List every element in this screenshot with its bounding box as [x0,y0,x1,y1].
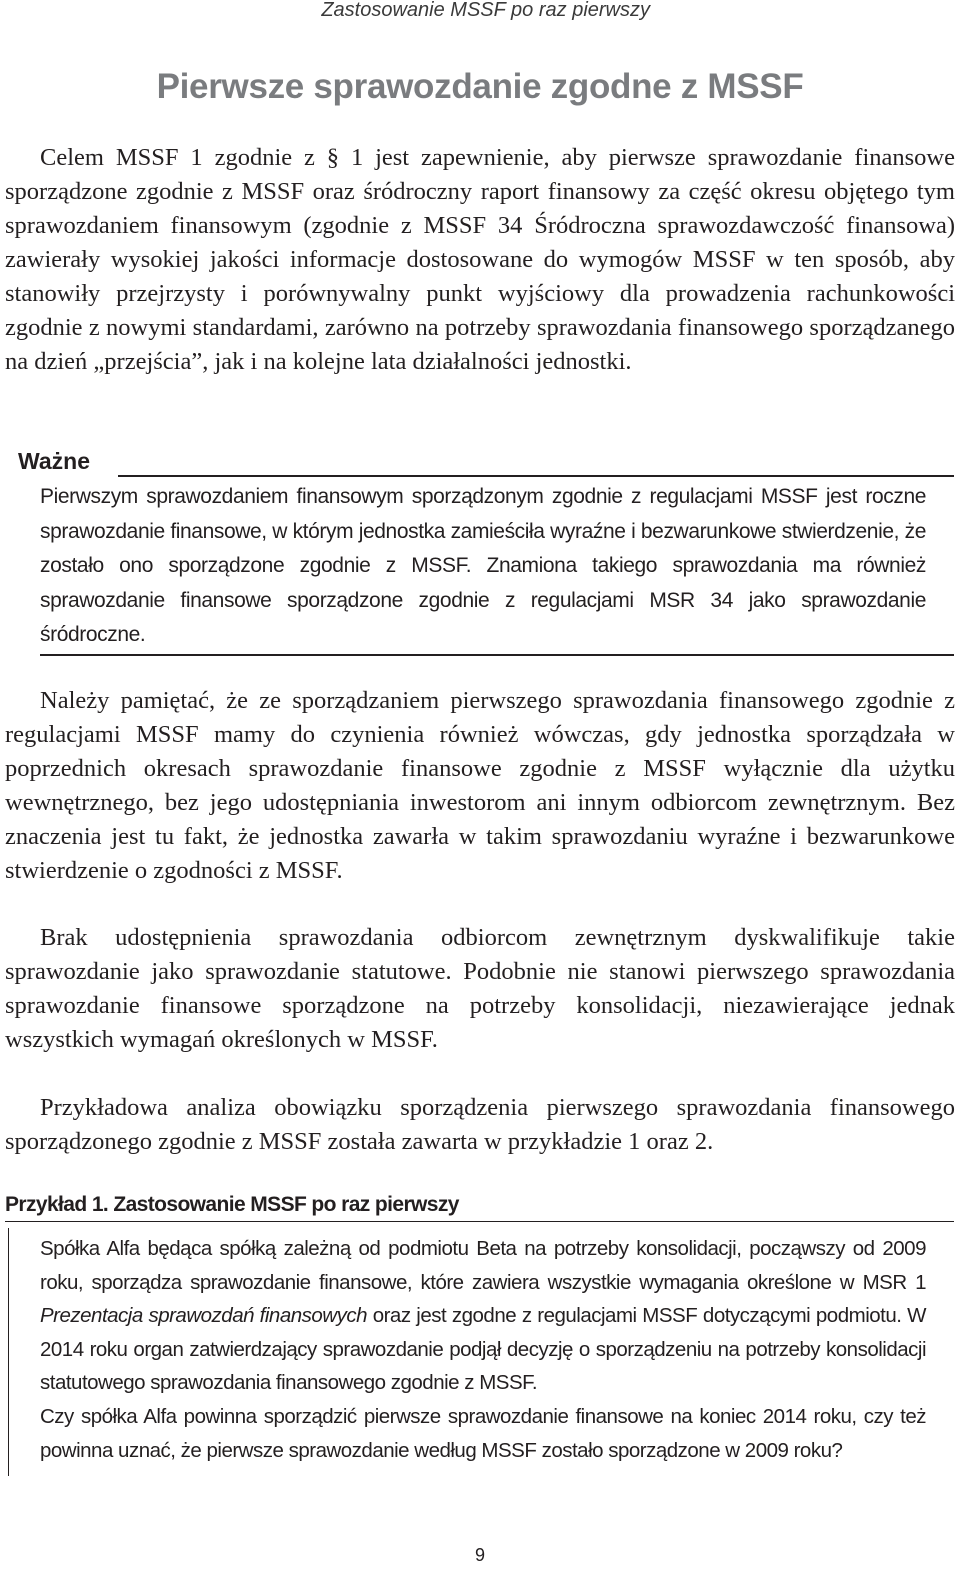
paragraph-internal-use: Należy pamiętać, że ze sporządzaniem pierwszego sprawozdania finansowego zgodnie z regulacjami MSSF mamy do czynienia również wówczas, gdy jednostka sporządzała w poprzednich okresach sprawozdanie finansowe zgodnie z MSSF wyłącznie dla użytku wewnętrznego, bez jego udostępniania inwestorom ani innym odbiorcom zewnętrznym. Bez znaczenia jest tu fakt, że jednostka zawarła w takim sprawozdaniu wyraźne i bezwarunkowe stwierdzenie o zgodności z MSSF. [5,687,955,884]
page-title: Pierwsze sprawozdanie zgodne z MSSF [156,67,804,106]
example-body-italic: Prezentacja sprawozdań finansowych [40,1304,367,1327]
example-heading: Przykład 1. Zastosowanie MSSF po raz pierwszy [5,1193,459,1216]
paragraph-example-reference: Przykładowa analiza obowiązku sporządzenia pierwszego sprawozdania finansowego sporządzonego zgodnie z MSSF została zawarta w przykładzie 1 oraz 2. [5,1094,955,1155]
paragraph-no-disclosure: Brak udostępnienia sprawozdania odbiorcom zewnętrznym dyskwalifikuje takie sprawozdanie jako sprawozdanie statutowe. Podobnie nie stanowi pierwszego sprawozdania sprawozdanie finansowe sporządzone na potrzeby konsolidacji, niezawierające jednak wszystkich wymagań określonych w MSSF. [5,924,955,1053]
important-body: Pierwszym sprawozdaniem finansowym sporządzonym zgodnie z regulacjami MSSF jest roczne sprawozdanie finansowe, w którym jednostka zamieściła wyraźne i bezwarunkowe stwierdzenie, że zostało ono sporządzone zgodnie z MSSF. Znamiona takiego sprawozdania ma również sprawozdanie finansowe sporządzone zgodnie z regulacjami MSR 34 jako sprawozdanie śródroczne. [40,485,926,646]
page-number: 9 [474,1545,485,1565]
example-rule [5,1221,954,1222]
example-body-part1: Spółka Alfa będąca spółką zależną od podmiotu Beta na potrzeby konsolidacji, począwszy od 2009 roku, sporządza sprawozdanie finansowe, które zawiera wszystkie wymagania określone w MSR 1 [40,1237,926,1294]
example-body [40,1232,926,1400]
example-question: Czy spółka Alfa powinna sporządzić pierwsze sprawozdanie finansowe na koniec 2014 roku, czy też powinna uznać, że pierwsze sprawozdanie według MSSF zostało sporządzone w 2009 roku? [40,1405,926,1462]
paragraph-intro: Celem MSSF 1 zgodnie z § 1 jest zapewnienie, aby pierwsze sprawozdanie finansowe sporządzone zgodnie z MSSF oraz śródroczny raport finansowy za część okresu objętego tym sprawozdaniem finansowym (zgodnie z MSSF 34 Śródroczna sprawozdawczość finansowa) zawierały wysokiej jakości informacje dostosowane do wymogów MSSF w ten sposób, aby stanowiły przejrzysty i porównywalny punkt wyjściowy dla prowadzenia rachunkowości zgodnie z nowymi standardami, zarówno na potrzeby sprawozdania finansowego sporządzanego na dzień „przejścia”, jak i na kolejne lata działalności jednostki. [5,144,955,375]
important-rule-top [118,475,954,477]
important-rule-bottom [40,654,954,656]
example-body-part2: oraz jest zgodne z regulacjami MSSF dotyczącymi podmiotu. W 2014 roku organ zatwierdzający sprawozdanie podjął decyzję o sporządzeniu na potrzeby konsolidacji statutowego sprawozdania finansowego zgodnie z MSSF. [40,1304,926,1394]
running-header: Zastosowanie MSSF po raz pierwszy [321,0,650,21]
example-side-bar [8,1228,9,1476]
important-heading: Ważne [18,448,90,474]
